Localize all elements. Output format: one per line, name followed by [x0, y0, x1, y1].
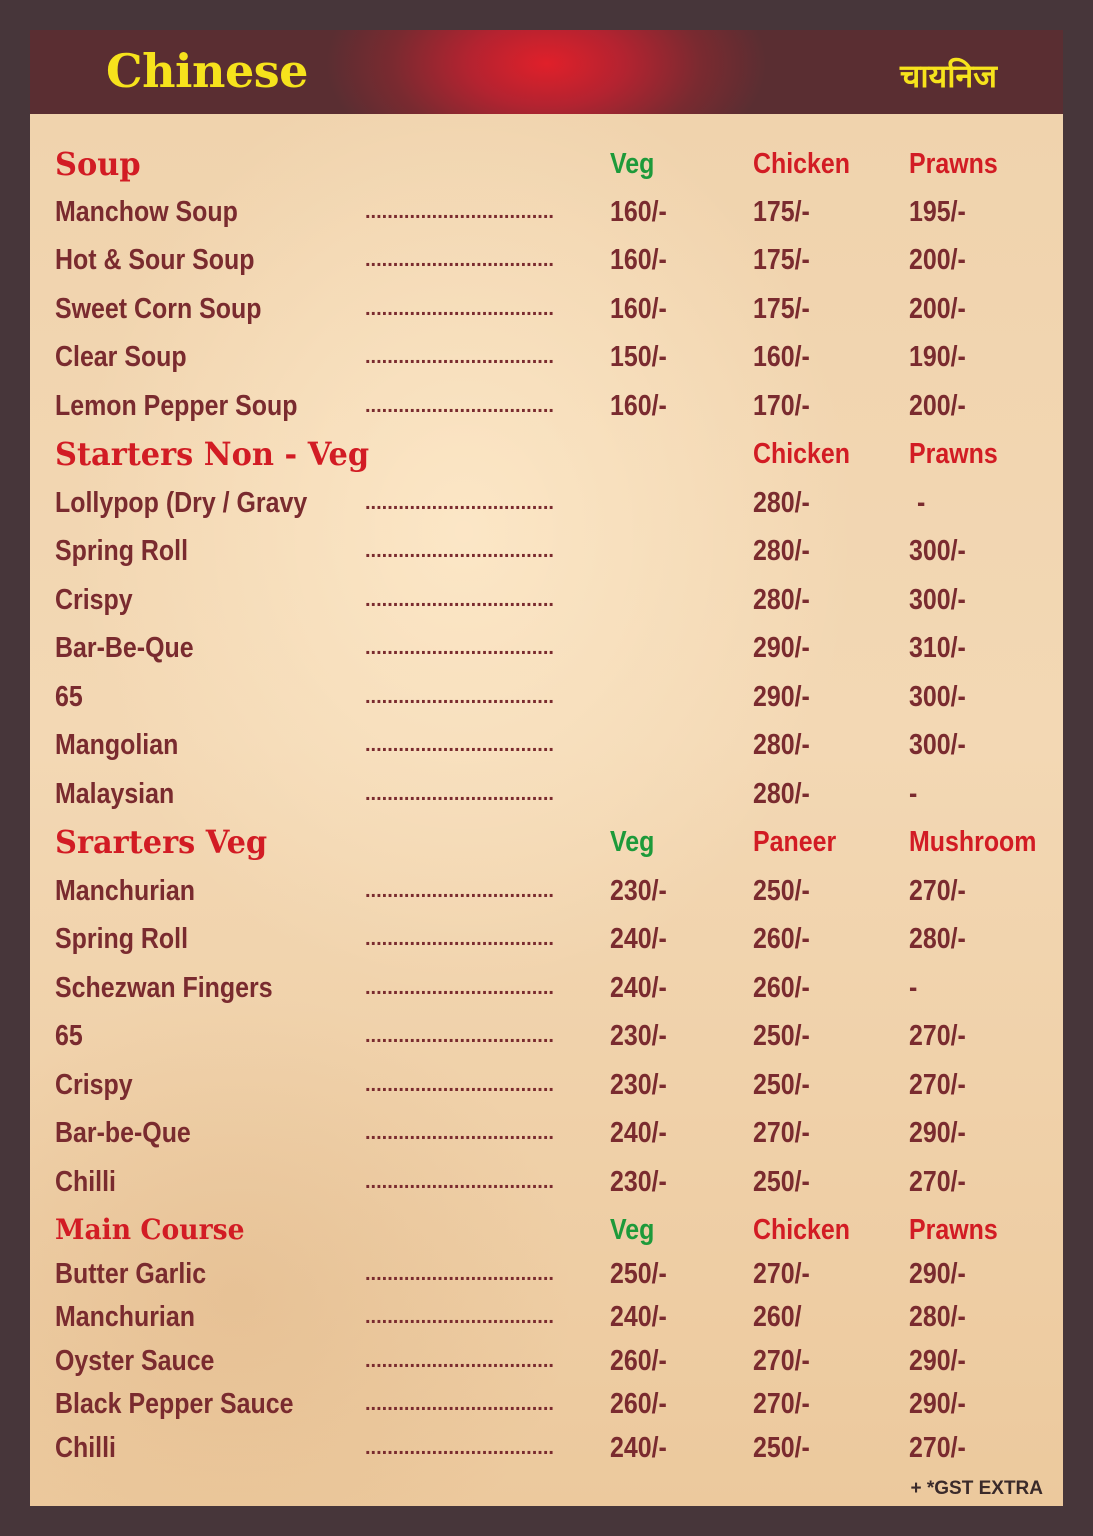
- price-veg: 240/-: [610, 1432, 667, 1464]
- section-header-starters-veg: [30, 822, 1063, 862]
- dot-leader: ..................................: [365, 1393, 554, 1415]
- menu-item-row: [30, 1162, 1063, 1202]
- dot-leader: ..................................: [365, 1074, 554, 1096]
- gst-note: + *GST EXTRA: [910, 1478, 1043, 1499]
- column-header-mushroom: Mushroom: [909, 826, 1037, 858]
- price-veg: 160/-: [610, 293, 667, 325]
- menu-item-row: [30, 1016, 1063, 1056]
- section-title: Main Course: [55, 1213, 245, 1246]
- price-mushroom: 270/-: [909, 1020, 966, 1052]
- price-prawns: 200/-: [909, 244, 966, 276]
- price-mushroom: 270/-: [909, 1166, 966, 1198]
- price-paneer: 260/-: [753, 923, 810, 955]
- menu-item-row: [30, 1254, 1063, 1294]
- dot-leader: ..................................: [365, 201, 554, 223]
- menu-item-row: [30, 192, 1063, 232]
- dot-leader: ..................................: [365, 1263, 554, 1285]
- price-paneer: 270/-: [753, 1117, 810, 1149]
- menu-item-row: [30, 483, 1063, 523]
- item-name: Black Pepper Sauce: [55, 1388, 294, 1420]
- dot-leader: ..................................: [365, 249, 554, 271]
- price-veg: 260/-: [610, 1388, 667, 1420]
- menu-item-row: [30, 580, 1063, 620]
- price-mushroom: 290/-: [909, 1117, 966, 1149]
- price-chicken: 260/: [753, 1301, 802, 1333]
- item-name: Bar-be-Que: [55, 1117, 191, 1149]
- section-header-starters-non-veg: [30, 434, 1063, 474]
- price-veg: 260/-: [610, 1345, 667, 1377]
- price-chicken: 250/-: [753, 1432, 810, 1464]
- dot-leader: ..................................: [365, 298, 554, 320]
- price-paneer: 250/-: [753, 1069, 810, 1101]
- price-veg: 240/-: [610, 923, 667, 955]
- price-chicken: 280/-: [753, 729, 810, 761]
- menu-item-row: [30, 628, 1063, 668]
- price-prawns: -: [909, 778, 918, 810]
- menu-item-row: [30, 289, 1063, 329]
- menu-item-row: [30, 968, 1063, 1008]
- menu-item-row: [30, 774, 1063, 814]
- dot-leader: ..................................: [365, 1306, 554, 1328]
- section-title: Srarters Veg: [55, 823, 268, 861]
- price-prawns: 280/-: [909, 1301, 966, 1333]
- price-chicken: 270/-: [753, 1258, 810, 1290]
- item-name: Lemon Pepper Soup: [55, 390, 298, 422]
- item-name: Spring Roll: [55, 923, 189, 955]
- price-prawns: 300/-: [909, 681, 966, 713]
- column-header-paneer: Paneer: [753, 826, 837, 858]
- section-header-main-course: [30, 1210, 1063, 1250]
- price-veg: 230/-: [610, 1020, 667, 1052]
- price-chicken: 160/-: [753, 341, 810, 373]
- price-veg: 230/-: [610, 875, 667, 907]
- column-header-chicken: Chicken: [753, 148, 851, 180]
- price-chicken: 270/-: [753, 1345, 810, 1377]
- section-title: Soup: [55, 145, 141, 183]
- price-veg: 160/-: [610, 244, 667, 276]
- item-name: Crispy: [55, 1069, 133, 1101]
- column-header-veg: Veg: [610, 148, 655, 180]
- item-name: Manchurian: [55, 875, 195, 907]
- price-prawns: 300/-: [909, 729, 966, 761]
- menu-item-row: [30, 1113, 1063, 1153]
- dot-leader: ..................................: [365, 395, 554, 417]
- price-veg: 250/-: [610, 1258, 667, 1290]
- price-prawns: 270/-: [909, 1432, 966, 1464]
- column-header-prawns: Prawns: [909, 1214, 998, 1246]
- price-veg: 160/-: [610, 390, 667, 422]
- price-prawns: 300/-: [909, 584, 966, 616]
- price-chicken: 170/-: [753, 390, 810, 422]
- price-chicken: 280/-: [753, 778, 810, 810]
- item-name: Butter Garlic: [55, 1258, 207, 1290]
- dot-leader: ..................................: [365, 1025, 554, 1047]
- price-mushroom: 270/-: [909, 875, 966, 907]
- price-veg: 230/-: [610, 1069, 667, 1101]
- menu-item-row: [30, 677, 1063, 717]
- dot-leader: ..................................: [365, 928, 554, 950]
- menu-item-row: [30, 386, 1063, 426]
- price-mushroom: -: [909, 972, 918, 1004]
- column-header-chicken: Chicken: [753, 438, 851, 470]
- item-name: 65: [55, 1020, 83, 1052]
- item-name: Bar-Be-Que: [55, 632, 194, 664]
- dot-leader: ..................................: [365, 492, 554, 514]
- dot-leader: ..................................: [365, 734, 554, 756]
- dot-leader: ..................................: [365, 977, 554, 999]
- price-chicken: 175/-: [753, 293, 810, 325]
- menu-item-row: [30, 1065, 1063, 1105]
- dot-leader: ..................................: [365, 637, 554, 659]
- header-banner: [30, 30, 1063, 114]
- price-prawns: 195/-: [909, 196, 966, 228]
- item-name: Spring Roll: [55, 535, 189, 567]
- section-header-soup: [30, 144, 1063, 184]
- menu-item-row: [30, 919, 1063, 959]
- price-prawns: 290/-: [909, 1258, 966, 1290]
- dot-leader: ..................................: [365, 589, 554, 611]
- price-prawns: 300/-: [909, 535, 966, 567]
- column-header-prawns: Prawns: [909, 148, 998, 180]
- price-veg: 240/-: [610, 1117, 667, 1149]
- column-header-prawns: Prawns: [909, 438, 998, 470]
- price-chicken: 290/-: [753, 681, 810, 713]
- menu-item-row: [30, 1341, 1063, 1381]
- menu-item-row: [30, 1297, 1063, 1337]
- price-veg: 150/-: [610, 341, 667, 373]
- price-chicken: 175/-: [753, 196, 810, 228]
- menu-title: Chinese: [106, 44, 308, 98]
- item-name: Malaysian: [55, 778, 175, 810]
- price-veg: 160/-: [610, 196, 667, 228]
- menu-item-row: [30, 1384, 1063, 1424]
- price-chicken: 270/-: [753, 1388, 810, 1420]
- price-prawns: -: [917, 487, 926, 519]
- item-name: Oyster Sauce: [55, 1345, 215, 1377]
- item-name: Clear Soup: [55, 341, 187, 373]
- price-chicken: 175/-: [753, 244, 810, 276]
- price-chicken: 290/-: [753, 632, 810, 664]
- menu-item-row: [30, 531, 1063, 571]
- price-veg: 240/-: [610, 1301, 667, 1333]
- dot-leader: ..................................: [365, 1171, 554, 1193]
- item-name: Manchurian: [55, 1301, 195, 1333]
- item-name: Crispy: [55, 584, 133, 616]
- price-paneer: 250/-: [753, 1166, 810, 1198]
- column-header-chicken: Chicken: [753, 1214, 851, 1246]
- dot-leader: ..................................: [365, 686, 554, 708]
- section-title: Starters Non - Veg: [55, 435, 370, 473]
- menu-item-row: [30, 1428, 1063, 1468]
- price-mushroom: 270/-: [909, 1069, 966, 1101]
- column-header-veg: Veg: [610, 826, 655, 858]
- dot-leader: ..................................: [365, 783, 554, 805]
- price-paneer: 250/-: [753, 875, 810, 907]
- price-chicken: 280/-: [753, 487, 810, 519]
- price-prawns: 190/-: [909, 341, 966, 373]
- menu-item-row: [30, 240, 1063, 280]
- price-prawns: 200/-: [909, 293, 966, 325]
- item-name: Lollypop (Dry / Gravy: [55, 487, 308, 519]
- menu-item-row: [30, 725, 1063, 765]
- item-name: Mangolian: [55, 729, 179, 761]
- menu-page: [30, 114, 1063, 1506]
- item-name: Chilli: [55, 1166, 116, 1198]
- item-name: Sweet Corn Soup: [55, 293, 262, 325]
- price-chicken: 280/-: [753, 535, 810, 567]
- price-prawns: 290/-: [909, 1345, 966, 1377]
- price-prawns: 310/-: [909, 632, 966, 664]
- item-name: Schezwan Fingers: [55, 972, 273, 1004]
- menu-title-hindi: चायनिज: [900, 57, 997, 95]
- price-veg: 230/-: [610, 1166, 667, 1198]
- menu-item-row: [30, 337, 1063, 377]
- dot-leader: ..................................: [365, 346, 554, 368]
- dot-leader: ..................................: [365, 1437, 554, 1459]
- dot-leader: ..................................: [365, 540, 554, 562]
- price-chicken: 280/-: [753, 584, 810, 616]
- item-name: Hot & Sour Soup: [55, 244, 255, 276]
- price-paneer: 250/-: [753, 1020, 810, 1052]
- price-veg: 240/-: [610, 972, 667, 1004]
- dot-leader: ..................................: [365, 1350, 554, 1372]
- price-prawns: 290/-: [909, 1388, 966, 1420]
- dot-leader: ..................................: [365, 880, 554, 902]
- item-name: Chilli: [55, 1432, 116, 1464]
- price-paneer: 260/-: [753, 972, 810, 1004]
- item-name: Manchow Soup: [55, 196, 238, 228]
- column-header-veg: Veg: [610, 1214, 655, 1246]
- price-prawns: 200/-: [909, 390, 966, 422]
- price-mushroom: 280/-: [909, 923, 966, 955]
- item-name: 65: [55, 681, 83, 713]
- menu-item-row: [30, 871, 1063, 911]
- dot-leader: ..................................: [365, 1122, 554, 1144]
